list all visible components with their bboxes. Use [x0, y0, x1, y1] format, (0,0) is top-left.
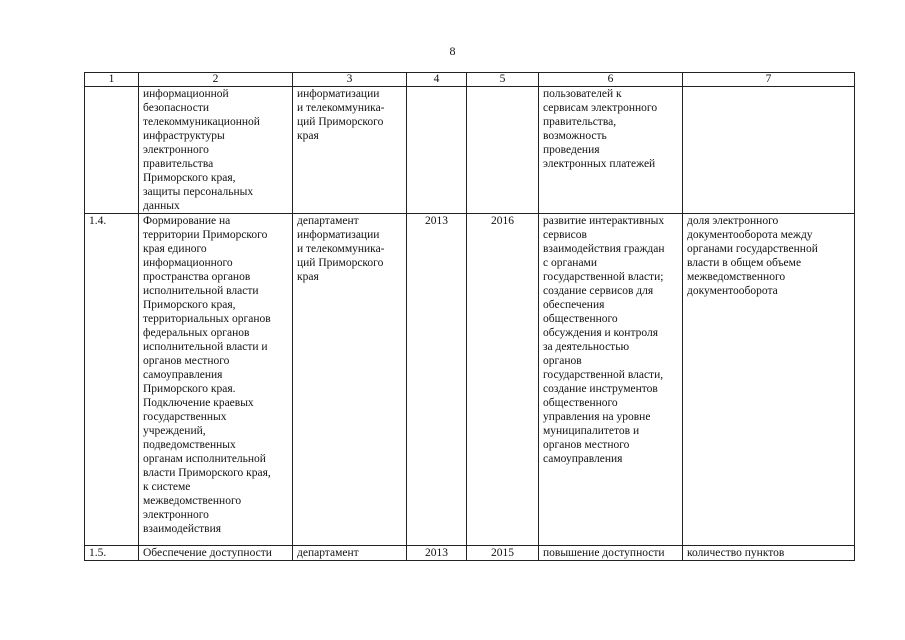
expected-result: повышение доступности — [539, 546, 683, 561]
activity-name: Обеспечение доступности — [139, 546, 293, 561]
row-index — [85, 87, 139, 214]
column-header: 4 — [407, 73, 467, 87]
executor: департамент — [293, 546, 407, 561]
column-header: 2 — [139, 73, 293, 87]
table-row — [85, 87, 855, 214]
start-year: 2013 — [407, 546, 467, 561]
page-number: 8 — [449, 44, 456, 58]
end-year — [467, 87, 539, 214]
column-header: 6 — [539, 73, 683, 87]
activity-name: Формирование на территории Приморского края единого информационного пространства органов исполнительной власти Приморского края, территориальных органов федеральных органов исполнительной власти и органов местного самоуправления Приморского края. Подключение краевых государственных учреждений, подведомственных органам исполнительной власти Приморского края, к системе межведомственного электронного взаимодействия — [139, 214, 293, 546]
indicator — [683, 87, 855, 214]
row-index: 1.5. — [85, 546, 139, 561]
column-header: 1 — [85, 73, 139, 87]
column-header: 5 — [467, 73, 539, 87]
expected-result: пользователей к сервисам электронного правительства, возможность проведения электронных платежей — [539, 87, 683, 214]
table-header-row — [85, 73, 855, 87]
executor: департамент информатизации и телекоммуника- ций Приморского края — [293, 214, 407, 546]
end-year: 2015 — [467, 546, 539, 561]
activity-name: информационной безопасности телекоммуникационной инфраструктуры электронного правительства Приморского края, защиты персональных данных — [139, 87, 293, 214]
column-header: 7 — [683, 73, 855, 87]
table-row — [85, 214, 855, 546]
indicator: количество пунктов — [683, 546, 855, 561]
executor: информатизации и телекоммуника- ций Приморского края — [293, 87, 407, 214]
expected-result: развитие интерактивных сервисов взаимодействия граждан с органами государственной власти; создание сервисов для обеспечения общественного обсуждения и контроля за деятельностью органов государственной власти, создание инструментов общественного управления на уровне муниципалитетов и органов местного самоуправления — [539, 214, 683, 546]
table-row — [85, 546, 855, 561]
indicator: доля электронного документооборота между органами государственной власти в общем объеме межведомственного документооборота — [683, 214, 855, 546]
start-year: 2013 — [407, 214, 467, 546]
column-header: 3 — [293, 73, 407, 87]
program-activities-table — [84, 72, 855, 561]
row-index: 1.4. — [85, 214, 139, 546]
start-year — [407, 87, 467, 214]
end-year: 2016 — [467, 214, 539, 546]
